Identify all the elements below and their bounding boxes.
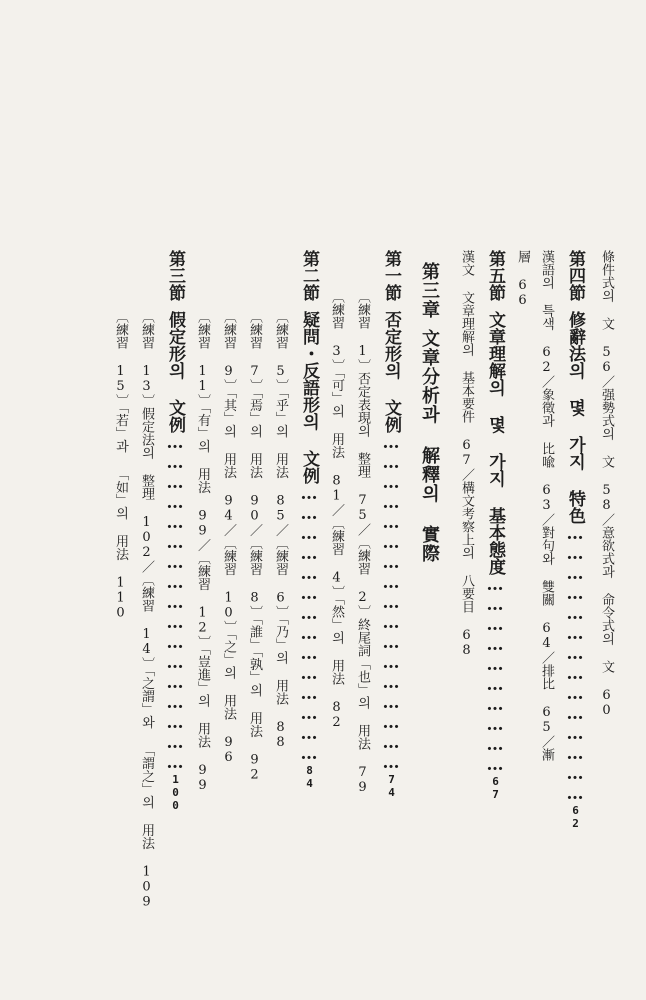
page-number: 74 [385, 773, 398, 799]
section-title: 否定形의 文例…………………………………………… [381, 311, 401, 773]
section-label: 第一節 [381, 250, 401, 301]
toc-exercise-line [330, 290, 343, 730]
toc-chapter-entry [420, 262, 438, 563]
toc-line-text: 〔練習 3〕「可」의 用法 81／〔練習 4〕「然」의 用法 82 [329, 290, 344, 730]
toc-subentry [460, 250, 473, 658]
toc-line-text: 〔練習 11〕「有」의 用法 99／〔練習 12〕「豈進」의 用法 99 [195, 310, 210, 793]
toc-line-text: 層 66 [515, 250, 530, 308]
toc-section-entry [166, 250, 183, 812]
toc-line-text: 條件式의 文 56／强勢式의 文 58／意欲式과 命令式의 文 60 [599, 250, 614, 718]
toc-line-text: 〔練習 5〕「乎」의 用法 85／〔練習 6〕「乃」의 用法 88 [273, 310, 288, 750]
section-title: 文章理解의 몇 가지 基本態度………………………… [485, 311, 505, 775]
toc-subentry [540, 250, 553, 761]
toc-continuation-line [600, 250, 613, 718]
toc-line-text: 〔練習 7〕「焉」의 用法 90／〔練習 8〕「誰」「孰」의 用法 92 [247, 310, 262, 783]
toc-exercise-line [274, 310, 287, 750]
page-number: 100 [169, 773, 182, 812]
toc-line-text: 〔練習 15〕「若」과 「如」의 用法 110 [113, 310, 128, 621]
toc-line-text: 漢文 文章理解의 基本要件 67／構文考察上의 八要目 68 [459, 250, 474, 658]
toc-line-text: 漢語의 특색 62／象徵과 比喩 63／對句와 雙關 64／排比 65／漸 [539, 250, 554, 761]
toc-exercise-line [356, 290, 369, 795]
toc-exercise-line [140, 310, 153, 910]
toc-exercise-line [222, 310, 235, 765]
toc-exercise-line [114, 310, 127, 621]
section-title: 假定形의 文例…………………………………………… [165, 311, 185, 773]
toc-line-text: 〔練習 9〕「其」의 用法 94／〔練習 10〕「之」의 用法 96 [221, 310, 236, 765]
section-title: 疑問・反語形의 文例…………………………………… [299, 311, 319, 764]
toc-line-text: 〔練習 1〕否定表現의 整理 75／〔練習 2〕終尾詞「也」의 用法 79 [355, 290, 370, 795]
section-label: 第五節 [485, 250, 505, 301]
chapter-title: 文章分析과 解釋의 實際 [419, 329, 440, 563]
page-number: 62 [569, 804, 582, 830]
section-label: 第三節 [165, 250, 185, 301]
toc-subentry [516, 250, 529, 308]
toc-section-entry [566, 250, 583, 830]
chapter-label: 第三章 [419, 262, 440, 319]
toc-section-entry [486, 250, 503, 801]
toc-line-text: 〔練習 13〕假定法의 整理 102／〔練習 14〕「之謂」와 「謂之」의 用法 109 [139, 310, 154, 910]
page-number: 84 [303, 764, 316, 790]
toc-section-entry [300, 250, 317, 790]
toc-exercise-line [196, 310, 209, 793]
section-label: 第二節 [299, 250, 319, 301]
section-title: 修辭法의 몇 가지 特色…………………………………… [565, 311, 585, 804]
toc-section-entry [382, 250, 399, 799]
section-label: 第四節 [565, 250, 585, 301]
page-number: 67 [489, 775, 502, 801]
toc-exercise-line [248, 310, 261, 783]
